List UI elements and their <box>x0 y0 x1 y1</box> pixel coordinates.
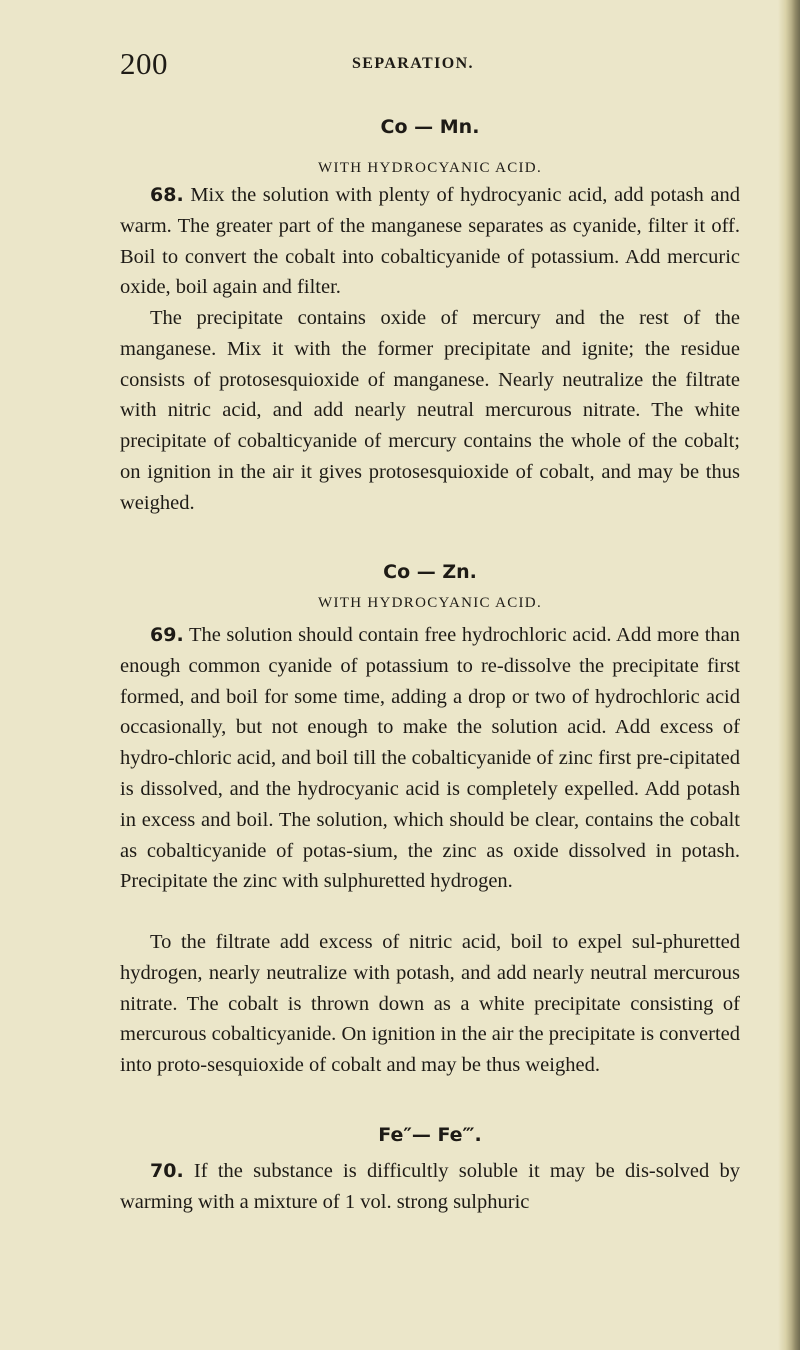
section-subtitle-co-mn: WITH HYDROCYANIC ACID. <box>317 160 542 176</box>
page-header <box>120 42 740 82</box>
page-number: 200 <box>120 46 168 81</box>
paragraph-text: Mix the solution with plenty of hydrocyanic acid, add potash and warm. The greater part of the manganese separates as cyanide, filter it off. Boil to convert the cobalt into cobalticyanide of potassium. Add mercuric oxide, boil again and filter. <box>120 184 740 299</box>
section-subtitle-co-zn: WITH HYDROCYANIC ACID. <box>317 595 542 611</box>
paragraph-text: The solution should contain free hydrochloric acid. Add more than enough common cyanide of potassium to re-dissolve the precipitate first formed, and boil for some time, adding a drop or two of hydrochloric acid occasionally, but not enough to make the solution acid. Add excess of hydro-chloric acid, and boil till the cobalticyanide of zinc first pre-cipitated is dissolved, and the hydrocyanic acid is completely expelled. Add potash in excess and boil. The solution, which should be clear, contains the cobalt as cobalticyanide of potas-sium, the zinc as oxide dissolved in potash. Precipitate the zinc with sulphuretted hydrogen. <box>120 624 740 893</box>
paragraph-text: The precipitate contains oxide of mercury and the rest of the manganese. Mix it with the former precipitate and ignite; the residue consists of protosesquioxide of manganese. Nearly neutralize the filtrate with nitric acid, and add nearly neutral mercurous nitrate. The white precipitate of cobalticyanide of mercury contains the whole of the cobalt; on ignition in the air it gives protosesquioxide of cobalt, and may be thus weighed. <box>120 307 740 514</box>
paragraph-70 <box>120 1156 740 1218</box>
paragraph-69-continued <box>120 927 740 1081</box>
paragraph-number: 69. <box>150 624 184 646</box>
paragraph-69 <box>120 620 740 897</box>
paragraph-text: If the substance is difficultly soluble it may be dis-solved by warming with a mixture of 1 vol. strong sulphuric <box>120 1160 741 1213</box>
paragraph-text: To the filtrate add excess of nitric acid, boil to expel sul-phuretted hydrogen, nearly neutralize with potash, and add nearly neutral mercurous nitrate. The cobalt is thrown down as a white precipitate consisting of mercurous cobalticyanide. On ignition in the air the precipitate is converted into proto-sesquioxide of cobalt and may be thus weighed. <box>120 931 740 1077</box>
paragraph-68 <box>120 180 740 303</box>
running-head: SEPARATION. <box>352 55 474 72</box>
paragraph-number: 68. <box>150 184 184 206</box>
page-edge-shadow <box>778 0 800 1350</box>
section-title-co-zn: Co — Zn. <box>383 561 477 583</box>
section-title-fe: Fe″— Fe‴. <box>378 1124 482 1146</box>
section-title-co-mn: Co — Mn. <box>380 116 480 138</box>
paragraph-68-continued <box>120 303 740 519</box>
paragraph-number: 70. <box>150 1160 184 1182</box>
